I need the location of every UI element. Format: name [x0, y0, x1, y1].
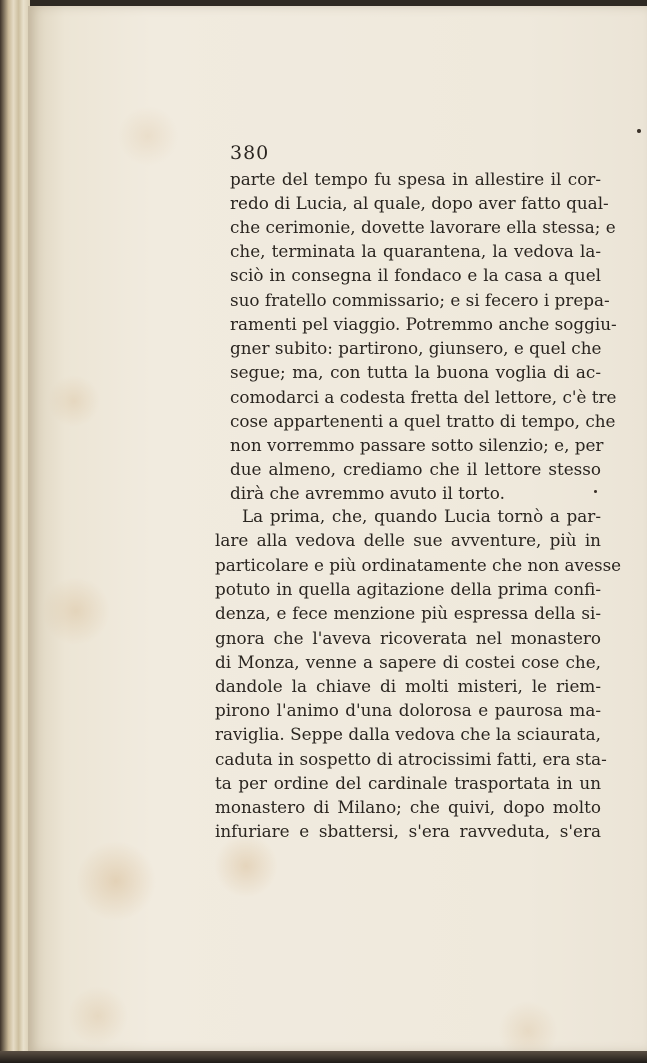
text-line: che cerimonie, dovette lavorare ella stessa; e	[230, 217, 616, 237]
text-line: dandole la chiave di molti misteri, le riem-	[215, 676, 601, 696]
text-line: comodarci a codesta fretta del lettore, c'è tre	[230, 387, 617, 407]
text-line: infuriare e sbattersi, s'era ravveduta, s'era	[215, 821, 601, 841]
text-line: potuto in quella agitazione della prima confi-	[215, 579, 601, 599]
ink-speck	[637, 129, 641, 133]
page-number: 380	[230, 142, 270, 164]
text-line: ramenti pel viaggio. Potremmo anche soggiu-	[230, 314, 617, 334]
text-line: gnora che l'aveva ricoverata nel monastero	[215, 628, 601, 648]
text-line: non vorremmo passare sotto silenzio; e, per	[230, 435, 604, 455]
page-bottom-shadow	[0, 1051, 647, 1063]
text-line: lare alla vedova delle sue avventure, più in	[215, 530, 601, 550]
text-line: denza, e fece menzione più espressa della si-	[215, 603, 601, 623]
text-line: segue; ma, con tutta la buona voglia di ac-	[230, 362, 601, 382]
text-line: pirono l'animo d'una dolorosa e paurosa ma-	[215, 700, 601, 720]
text-line: di Monza, venne a sapere di costei cose che,	[215, 652, 601, 672]
paper-page	[28, 6, 647, 1052]
text-line: che, terminata la quarantena, la vedova la-	[230, 241, 601, 261]
text-line: suo fratello commissario; e si fecero i prepa-	[230, 290, 610, 310]
text-line: ta per ordine del cardinale trasportata in un	[215, 773, 601, 793]
text-line: particolare e più ordinatamente che non avesse	[215, 555, 622, 575]
text-line: sciò in consegna il fondaco e la casa a quel	[230, 265, 601, 285]
text-line: caduta in sospetto di atrocissimi fatti, era sta-	[215, 749, 607, 769]
text-line: cose appartenenti a quel tratto di tempo, che	[230, 411, 616, 431]
text-line: redo di Lucia, al quale, dopo aver fatto qual-	[230, 193, 609, 213]
text-line: monastero di Milano; che quivi, dopo molto	[215, 797, 601, 817]
text-line: parte del tempo fu spesa in allestire il cor-	[230, 169, 601, 189]
text-line: due almeno, crediamo che il lettore stesso	[230, 459, 601, 479]
book-binding-edge	[0, 0, 30, 1063]
text-line: raviglia. Seppe dalla vedova che la sciaurata,	[215, 724, 601, 744]
text-line: dirà che avremmo avuto il torto.	[230, 483, 505, 503]
text-line: gner subito: partirono, giunsero, e quel che	[230, 338, 602, 358]
text-line: La prima, che, quando Lucia tornò a par-	[242, 506, 601, 526]
